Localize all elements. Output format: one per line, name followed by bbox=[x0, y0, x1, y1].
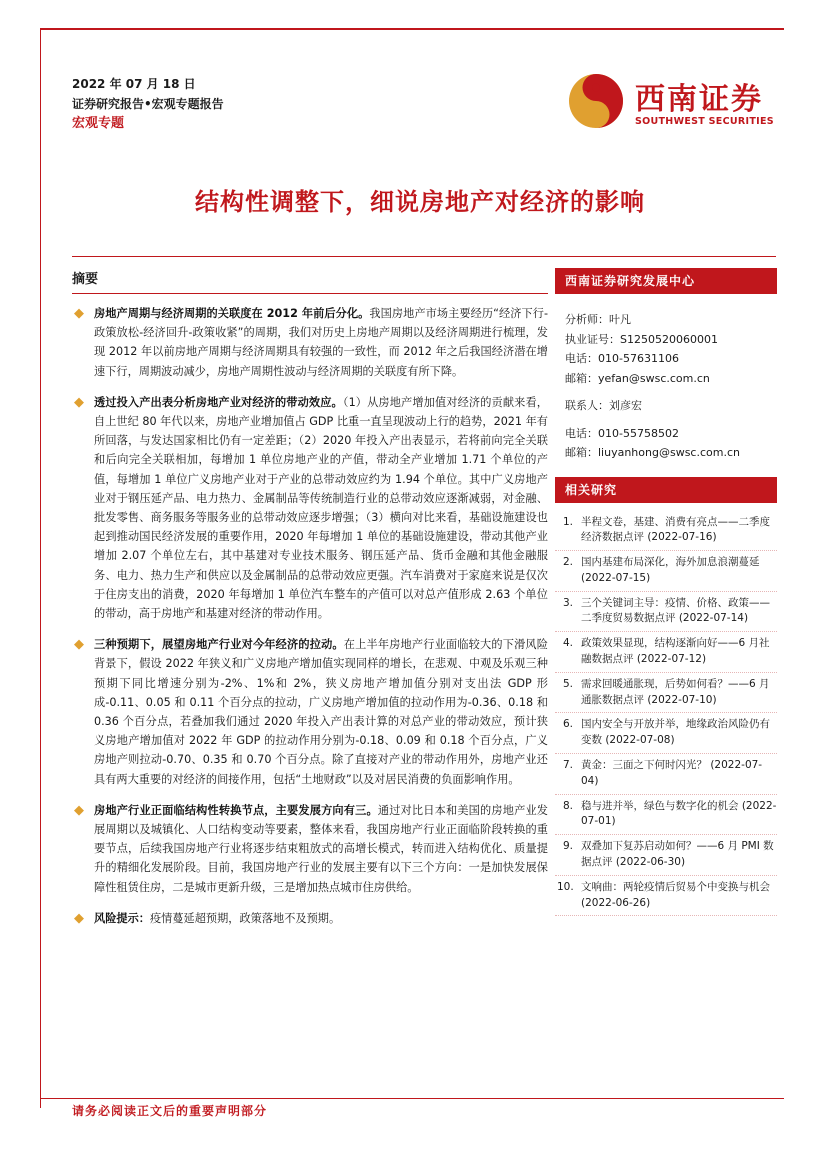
left-border bbox=[40, 28, 41, 1108]
company-logo bbox=[563, 70, 773, 132]
analyst-phone: 电话：010-57631106 bbox=[565, 352, 679, 365]
related-item[interactable]: 9. 双叠加下复苏启动如何？——6 月 PMI 数据点评 (2022-06-30) bbox=[555, 835, 777, 876]
related-item[interactable]: 6. 国内安全与开放并举，地缘政治风险仍有变数 (2022-07-08) bbox=[555, 713, 777, 754]
logo-english-name: SOUTHWEST SECURITIES bbox=[635, 116, 774, 127]
abstract-item-lead: 透过投入产出表分析房地产业对经济的带动效应。 bbox=[94, 395, 343, 409]
related-research-list bbox=[555, 511, 777, 917]
contact-email[interactable]: 邮箱：liuyanhong@swsc.com.cn bbox=[565, 446, 740, 459]
analyst-info bbox=[555, 294, 777, 463]
disclaimer-notice: 请务必阅读正文后的重要声明部分 bbox=[72, 1104, 268, 1118]
related-item[interactable]: 10. 文响曲：两轮疫情后贸易个中变换与机会 (2022-06-26) bbox=[555, 876, 777, 917]
diamond-bullet-icon: ◆ bbox=[74, 637, 84, 653]
abstract-item-lead: 房地产周期与经济周期的关联度在 2012 年前后分化。 bbox=[94, 307, 370, 320]
abstract-item bbox=[72, 393, 548, 623]
abstract-item-text: 通过对比日本和美国的房地产业发展周期以及城镇化、人口结构变动等要素，整体来看，我国房地产行业正面临阶段转换的重要节点，后续我国房地产行业将逐步结束粗放式的高增长模式，转而进入结构优化、质量提升的精细化发展阶段。目前，我国房地产行业的发展主要有以下三个方向：一是加快发展保障性租赁住房，二是城市更新升级，三是增加热点城市住房供给。 bbox=[94, 803, 548, 894]
contact-phone: 电话：010-55758502 bbox=[565, 426, 679, 440]
top-border bbox=[40, 28, 784, 30]
abstract-item bbox=[72, 304, 548, 381]
logo-chinese-name: 西南证券 bbox=[635, 82, 763, 117]
report-title: 结构性调整下，细说房地产对经济的影响 bbox=[195, 188, 645, 216]
report-date: 2022 年 07 月 18 日 bbox=[72, 77, 196, 91]
related-item[interactable]: 2. 国内基建布局深化，海外加息浪潮蔓延 (2022-07-15) bbox=[555, 551, 777, 592]
abstract-item-lead: 风险提示： bbox=[94, 911, 150, 925]
related-item[interactable]: 4. 政策效果显现，结构逐渐向好——6 月社融数据点评 (2022-07-12) bbox=[555, 632, 777, 673]
related-item[interactable]: 3. 三个关键词主导：疫情、价格、政策——二季度贸易数据点评 (2022-07-14) bbox=[555, 592, 777, 633]
analyst-email[interactable]: 邮箱：yefan@swsc.com.cn bbox=[565, 371, 710, 385]
report-header bbox=[72, 74, 224, 134]
related-item[interactable]: 5. 需求回暖通胀现，后势如何看？——6 月通胀数据点评 (2022-07-10) bbox=[555, 673, 777, 714]
abstract-item-text: （1）从房地产增加值对经济的贡献来看，自上世纪 80 年代以来，房地产业增加值占 GDP 比重一直呈现波动上行的趋势，2021 年有所回落，与发达国家相比仍有一定差距；（2）2020 年投入产出表显示，若将前向完全关联和后向完全关联相加，每增加 1 单位房地产业的产值，带动全产业增加 1.71 个单位的产值，每增加 1 单位广义房地产业对于产业的总带动效应约为 1.94 个单位。其中广义房地产业对于钢压延产品、电力热力、金属制品等传统制造行业的总带动效应逐渐减弱，对金融、批发零售、商务服务等服务业的总带动效应逐步增强；（3）横向对比来看，基础设施建设也起到推动国民经济发展的重要作用，2020 年每增加 1 单位的基础设施建设，带动其他产业增加 2.07 个单位左右，其中基建对专业技术服务、钢压延产品、货币金融和其他金融服务、电力、热力生产和供应以及金属制品的总带动效应更强。汽车消费对于家庭来说是仅次于住房支出的消费，2020 年每增加 1 单位汽车整车的产值可以对总产值形成 2.63 个单位的带动，高于房地产和基建对经济的带动作用。 bbox=[94, 395, 548, 621]
report-category: 宏观专题 bbox=[72, 116, 125, 131]
sidebar bbox=[555, 268, 777, 916]
abstract-item bbox=[72, 801, 548, 897]
abstract-heading: 摘要 bbox=[72, 272, 99, 287]
related-item[interactable]: 1. 半程文卷，基建、消费有亮点——二季度经济数据点评 (2022-07-16) bbox=[555, 511, 777, 552]
title-divider bbox=[72, 256, 776, 257]
abstract-item bbox=[72, 635, 548, 789]
abstract-section bbox=[72, 268, 548, 940]
logo-emblem-icon bbox=[563, 70, 629, 132]
abstract-item-lead: 房地产行业正面临结构性转换节点，主要发展方向有三。 bbox=[94, 803, 378, 817]
abstract-item-lead: 三种预期下，展望房地产行业对今年经济的拉动。 bbox=[94, 638, 344, 652]
contact-name: 联系人：刘彦宏 bbox=[565, 399, 642, 412]
abstract-item-text: 我国房地产市场主要经历“经济下行-政策放松-经济回升-政策收紧”的周期，我们对历史上房地产周期以及经济周期进行梳理，发现 2012 年以前房地产周期与经济周期具有较强的一致性，而 2012 年之后我国经济潜在增速下行，周期波动减少，房地产周期性波动与经济周期的关联度有所下降。 bbox=[94, 307, 548, 378]
diamond-bullet-icon: ◆ bbox=[74, 306, 84, 321]
abstract-item-text: 疫情蔓延超预期，政策落地不及预期。 bbox=[149, 911, 341, 925]
research-center-heading: 西南证券研究发展中心 bbox=[555, 268, 777, 294]
diamond-bullet-icon: ◆ bbox=[74, 394, 84, 410]
related-item[interactable]: 8. 稳与进并举，绿色与数字化的机会 (2022-07-01) bbox=[555, 795, 777, 836]
related-item[interactable]: 7. 黄金：三面之下何时闪光？ (2022-07-04) bbox=[555, 754, 777, 795]
diamond-bullet-icon: ◆ bbox=[74, 910, 84, 926]
bottom-border bbox=[40, 1098, 784, 1099]
analyst-name: 分析师：叶凡 bbox=[565, 313, 631, 326]
abstract-divider bbox=[72, 293, 548, 294]
diamond-bullet-icon: ◆ bbox=[74, 802, 84, 818]
abstract-item-risk bbox=[72, 909, 548, 928]
report-type: 证券研究报告•宏观专题报告 bbox=[72, 97, 224, 111]
abstract-item-text: 在上半年房地产行业面临较大的下滑风险背景下，假设 2022 年狭义和广义房地产增加值实现同样的增长，在悲观、中观及乐观三种预期下同比增速分别为-2%、1%和 2%，狭义房地产增加值分别对支出法 GDP 形成-0.11、0.05 和 0.11 个百分点的拉动，广义房地产增加值的拉动作用为-0.36、0.18 和 0.36 个百分点，若叠加我们通过 2020 年投入产出表计算的对总产业的带动效应，预计狭义房地产增加值对 2022 年 GDP 的拉动作用分别为-0.18、0.09 和 0.18 个百分点，广义房地产则拉动-0.70、0.35 和 0.70 个百分点。除了直接对产业的带动作用外，房地产业还具有两大重要的对经济的间接作用，包括“土地财政”以及对居民消费的负面影响作用。 bbox=[94, 638, 548, 786]
related-research-heading: 相关研究 bbox=[555, 477, 777, 503]
analyst-license: 执业证号：S1250520060001 bbox=[565, 332, 718, 346]
